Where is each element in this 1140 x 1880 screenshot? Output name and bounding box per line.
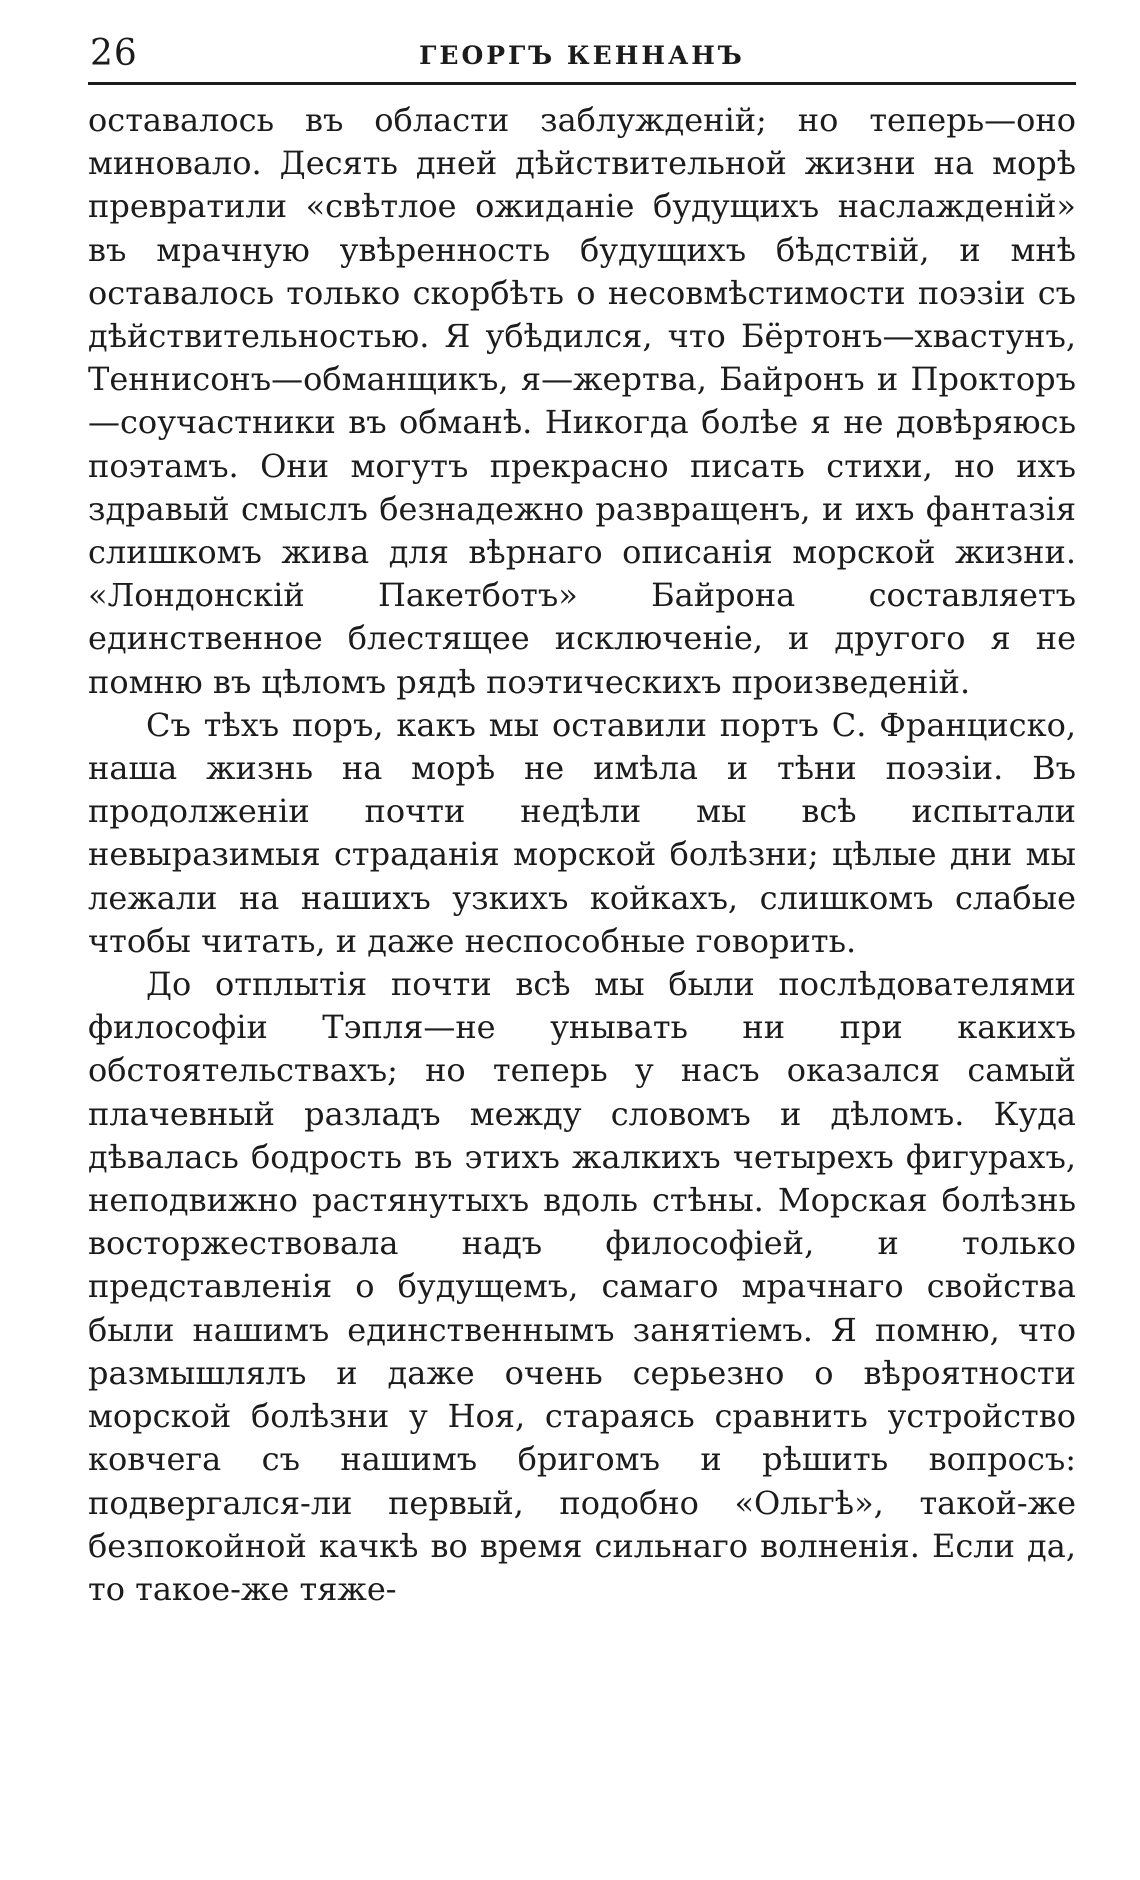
page-header bbox=[88, 28, 1076, 82]
paragraph-3: До отплытія почти всѣ мы были послѣдователями философіи Тэпля—не унывать ни при какихъ обстоятельствахъ; но теперь у насъ оказался самый плачевный разладъ между словомъ и дѣломъ. Куда дѣвалась бодрость въ этихъ жалкихъ четырехъ фигурахъ, неподвижно растянутыхъ вдоль стѣны. Морская болѣзнь восторжествовала надъ философіей, и только представленія о будущемъ, самаго мрачнаго свойства были нашимъ единственнымъ занятіемъ. Я помню, что размышлялъ и даже очень серьезно о вѣроятности морской болѣзни у Ноя, стараясь сравнить устройство ковчега съ нашимъ бригомъ и рѣшить вопросъ: подвергался-ли первый, подобно «Ольгѣ», такой-же безпокойной качкѣ во время сильнаго волненія. Если да, то такое-же тяже- bbox=[88, 965, 1076, 1608]
page-body bbox=[88, 99, 1076, 1611]
header-rule bbox=[88, 82, 1076, 85]
page-number: 26 bbox=[90, 33, 138, 74]
running-title: ГЕОРГЪ КЕННАНЪ bbox=[419, 41, 745, 70]
book-page bbox=[88, 28, 1076, 1611]
paragraph-1: оставалось въ области заблужденій; но теперь—оно миновало. Десять дней дѣйствительной жизни на морѣ превратили «свѣтлое ожиданіе будущихъ наслажденій» въ мрачную увѣренность будущихъ бѣдствій, и мнѣ оставалось только скорбѣть о несовмѣстимости поэзіи съ дѣйствительностью. Я убѣдился, что Бёртонъ—хвастунъ, Теннисонъ—обманщикъ, я—жертва, Байронъ и Прокторъ—соучастники въ обманѣ. Никогда болѣе я не довѣряюсь поэтамъ. Они могутъ прекрасно писать стихи, но ихъ здравый смыслъ безнадежно развращенъ, и ихъ фантазія слишкомъ жива для вѣрнаго описанія морской жизни. «Лондонскій Пакетботъ» Байрона составляетъ единственное блестящее исключеніе, и другого я не помню въ цѣломъ рядѣ поэтическихъ произведеній. bbox=[88, 101, 1076, 701]
paragraph-2: Съ тѣхъ поръ, какъ мы оставили портъ С. Франциско, наша жизнь на морѣ не имѣла и тѣни поэзіи. Въ продолженіи почти недѣли мы всѣ испытали невыразимыя страданія морской болѣзни; цѣлые дни мы лежали на нашихъ узкихъ койкахъ, слишкомъ слабые чтобы читать, и даже неспособные говорить. bbox=[88, 705, 1076, 960]
